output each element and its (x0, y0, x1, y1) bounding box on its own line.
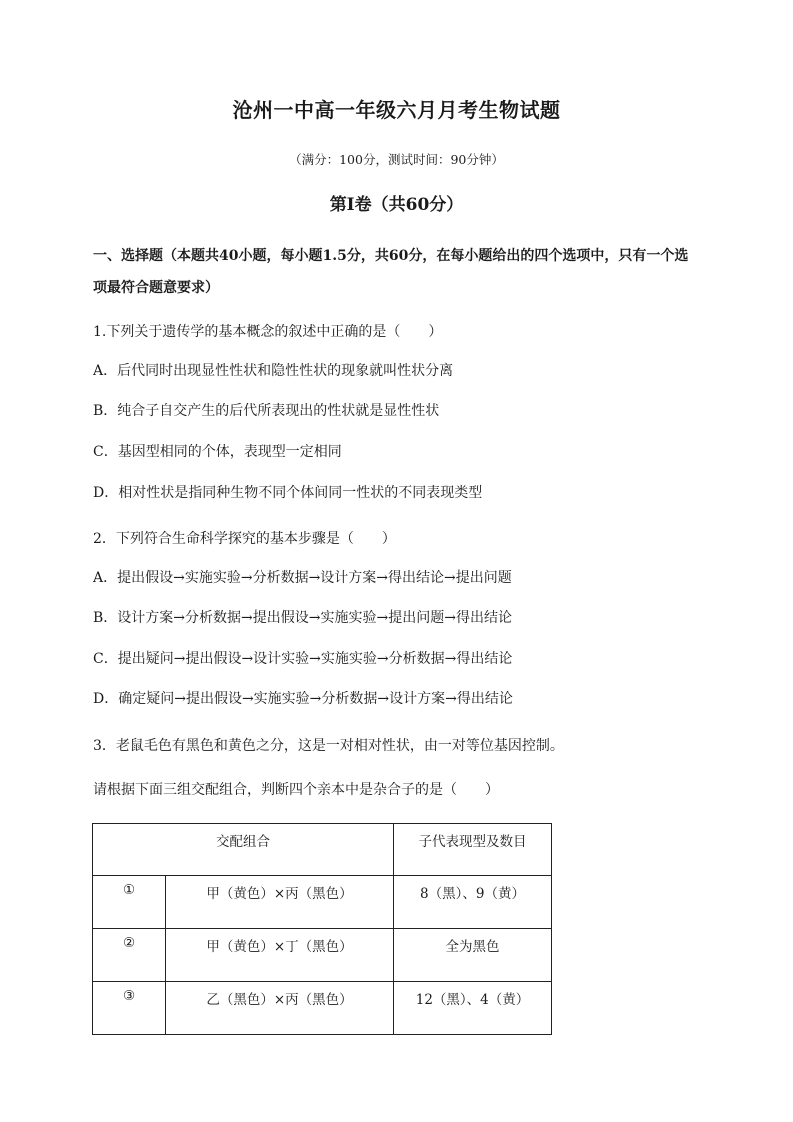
page-title: 沧州一中高一年级六月月考生物试题 (232, 98, 561, 122)
row-number: ③ (93, 982, 166, 1035)
question-2-option-a: A．提出假设→实施实验→分析数据→设计方案→得出结论→提出问题 (93, 570, 512, 586)
question-2-option-c: C．提出疑问→提出假设→设计实验→实施实验→分析数据→得出结论 (93, 651, 513, 667)
question-1-option-c: C．基因型相同的个体，表现型一定相同 (93, 444, 342, 460)
section-instructions-line2: 项最符合题意要求） (93, 280, 219, 296)
table-row (93, 876, 552, 929)
row-number: ② (93, 929, 166, 982)
table-row (93, 982, 552, 1035)
row-cross: 甲（黄色）×丁（黑色） (166, 929, 394, 982)
cross-table (92, 823, 552, 1035)
row-offspring: 全为黑色 (394, 929, 552, 982)
question-1-stem: 1.下列关于遗传学的基本概念的叙述中正确的是（ ） (93, 324, 443, 340)
question-2-option-d: D．确定疑问→提出假设→实施实验→分析数据→设计方案→得出结论 (93, 691, 513, 707)
part-heading: 第Ⅰ卷（共60分） (329, 195, 464, 215)
question-2-option-b: B．设计方案→分析数据→提出假设→实施实验→提出问题→得出结论 (93, 610, 512, 626)
row-number: ① (93, 876, 166, 929)
question-3-stem-continued: 请根据下面三组交配组合，判断四个亲本中是杂合子的是（ ） (93, 782, 499, 798)
row-cross: 乙（黑色）×丙（黑色） (166, 982, 394, 1035)
row-offspring: 8（黑）、9（黄） (394, 876, 552, 929)
row-offspring: 12（黑）、4（黄） (394, 982, 552, 1035)
table-header-row (93, 824, 552, 876)
table-row (93, 929, 552, 982)
header-offspring: 子代表现型及数目 (394, 824, 552, 876)
section-instructions-line1: 一、选择题（本题共40小题，每小题1.5分，共60分，在每小题给出的四个选项中，只有一个选 (93, 248, 689, 264)
question-2-stem: 2．下列符合生命科学探究的基本步骤是（ ） (93, 531, 396, 547)
row-cross: 甲（黄色）×丙（黑色） (166, 876, 394, 929)
exam-info: （满分：100分，测试时间：90分钟） (289, 152, 504, 167)
header-cross: 交配组合 (93, 824, 394, 876)
question-1-option-d: D．相对性状是指同种生物不同个体间同一性状的不同表现类型 (93, 485, 483, 501)
question-3-stem: 3．老鼠毛色有黑色和黄色之分，这是一对相对性状，由一对等位基因控制。 (93, 738, 564, 754)
question-1-option-a: A．后代同时出现显性性状和隐性性状的现象就叫性状分离 (93, 363, 454, 379)
question-1-option-b: B．纯合子自交产生的后代所表现出的性状就是显性性状 (93, 403, 440, 419)
